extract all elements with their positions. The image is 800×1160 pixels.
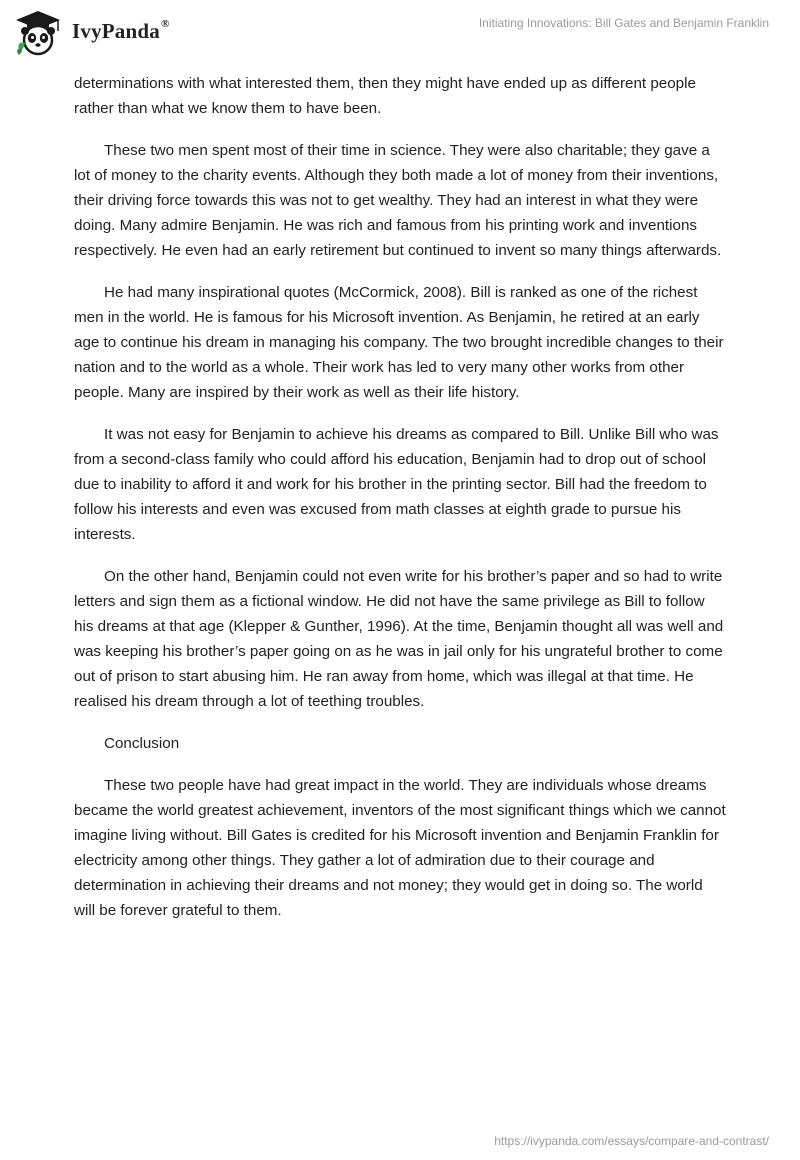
document-title: Initiating Innovations: Bill Gates and Benjamin Franklin <box>478 16 769 30</box>
paragraph: These two men spent most of their time in science. They were also charitable; they gave a lot of money to the charity events. Although they both made a lot of money from their inventions, their driving force towards this was not to get wealthy. They had an interest in what they were doing. Many admire Benjamin. He was rich and famous from his printing work and inventions respectively. He even had an early retirement but continued to invent so many things afterwards. <box>74 142 722 259</box>
panda-logo-icon[interactable] <box>14 9 62 57</box>
paragraph: These two people have had great impact in the world. They are individuals whose dreams became the world greatest achievement, inventors of the most significant things which we cannot imagine living without. Bill Gates is credited for his Microsoft invention and Benjamin Franklin for electricity among other things. They gather a lot of admiration due to their courage and determination in achieving their dreams and not money; they would get in doing so. The world will be forever grateful to them. <box>74 777 726 919</box>
brand-name[interactable]: IvyPanda® <box>72 18 170 43</box>
source-url-link[interactable]: https://ivypanda.com/essays/compare-and-contrast/ <box>494 1134 769 1148</box>
registered-mark: ® <box>160 18 170 30</box>
paragraph-continuation: determinations with what interested them, then they might have ended up as different people rather than what we know them to have been. <box>74 75 696 117</box>
essay-body <box>74 71 726 940</box>
section-heading-conclusion: Conclusion <box>104 735 180 752</box>
paragraph: He had many inspirational quotes (McCormick, 2008). Bill is ranked as one of the richest men in the world. He is famous for his Microsoft invention. As Benjamin, he retired at an early age to continue his dream in managing his company. The two brought incredible changes to their nation and to the world as a whole. Their work has led to very many other works from other people. Many are inspired by their work as well as their life history. <box>74 284 724 401</box>
paragraph: On the other hand, Benjamin could not even write for his brother’s paper and so had to write letters and sign them as a fictional window. He did not have the same privilege as Bill to follow his dreams at that age (Klepper & Gunther, 1996). At the time, Benjamin thought all was well and was keeping his brother’s paper going on as he was in jail only for his ungrateful brother to come out of prison to start abusing him. He ran away from home, which was illegal at that time. He realised his dream through a lot of teething troubles. <box>74 568 724 710</box>
page-header <box>0 0 800 64</box>
paragraph: It was not easy for Benjamin to achieve his dreams as compared to Bill. Unlike Bill who was from a second-class family who could afford his education, Benjamin had to drop out of school due to inability to afford it and work for his brother in the printing sector. Bill had the freedom to follow his interests and even was excused from math classes at eighth grade to pursue his interests. <box>74 426 719 543</box>
